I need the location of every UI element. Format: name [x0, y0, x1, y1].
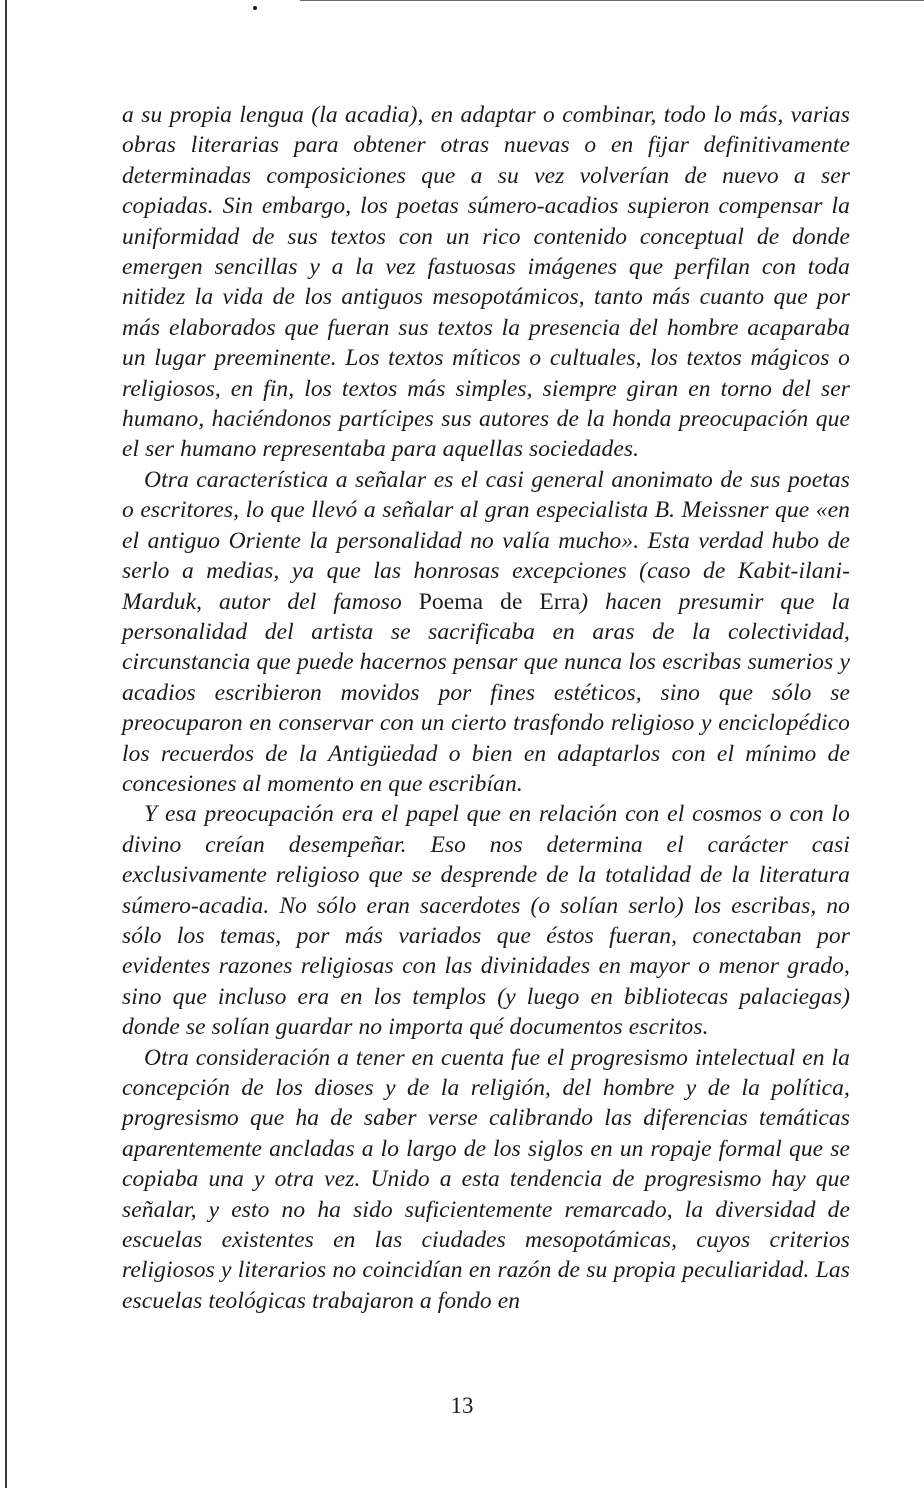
work-title: Poema de Erra [418, 588, 581, 615]
paragraph-4: Otra consideración a tener en cuenta fue el progresismo intelectual en la concepción de los dioses y de la religión, del hombre y de la política, progresismo que ha de saber verse calibrando las diferencias temáticas aparentemente ancladas a lo largo de los siglos en un ropaje formal que se copiaba una y otra vez. Unido a esta tendencia de progresismo hay que señalar, y esto no ha sido suficientemente remarcado, la diversidad de escuelas existentes en las ciudades mesopotámicas, cuyos criterios religiosos y literarios no coincidían en razón de su propia peculiaridad. Las escuelas teológicas trabajaron a fondo en [122, 1044, 850, 1314]
page-edge-line [5, 0, 7, 1488]
paragraph-2 [122, 465, 850, 799]
paragraph-2-text-before: Otra característica a señalar es el casi general anonimato de sus poetas o escritores, lo que llevó a señalar al gran especialista B. Meissner que «en el antiguo Oriente la personalidad no valía mucho». Esta verdad hubo de serlo a medias, ya que las honrosas excepciones (caso de Kabit-ilani-Marduk, autor del famoso [122, 466, 850, 615]
paragraph-1: a su propia lengua (la acadia), en adaptar o combinar, todo lo más, varias obras literarias para obtener otras nuevas o en fijar definitivamente determinadas composiciones que a su vez volverían de nuevo a ser copiadas. Sin embargo, los poetas súmero-acadios supieron compensar la uniformidad de sus textos con un rico contenido conceptual de donde emergen sencillas y a la vez fastuosas imágenes que perfilan con toda nitidez la vida de los antiguos mesopotámicos, tanto más cuanto que por más elaborados que fueran sus textos la presencia del hombre acaparaba un lugar preeminente. Los textos míticos o cultuales, los textos mágicos o religiosos, en fin, los textos más simples, siempre giran en torno del ser humano, haciéndonos partícipes sus autores de la honda preocupación que el ser humano representaba para aquellas sociedades. [122, 102, 850, 463]
top-dot [253, 6, 257, 10]
page-number: 13 [450, 1393, 474, 1418]
top-rule [300, 0, 924, 1]
paragraph-3: Y esa preocupación era el papel que en relación con el cosmos o con lo divino creían desempeñar. Eso nos determina el carácter casi exclusivamente religioso que se desprende de la totalidad de la literatura súmero-acadia. No sólo eran sacerdotes (o solían serlo) los escribas, no sólo los temas, por más variados que éstos fueran, conectaban por evidentes razones religiosas con las divinidades en mayor o menor grado, sino que incluso era en los templos (y luego en bibliotecas palaciegas) donde se solían guardar no importa qué documentos escritos. [122, 801, 850, 1041]
body-text [122, 100, 850, 1316]
paragraph-2-text-after: ) hacen presumir que la personalidad del artista se sacrificaba en aras de la colectividad, circunstancia que puede hacernos pensar que nunca los escribas sumerios y acadios escribieron movidos por fines estéticos, sino que sólo se preocuparon en conservar con un cierto trasfondo religioso y enciclopédico los recuerdos de la Antigüedad o bien en adaptarlos con el mínimo de concesiones al momento en que escribían. [122, 588, 850, 797]
